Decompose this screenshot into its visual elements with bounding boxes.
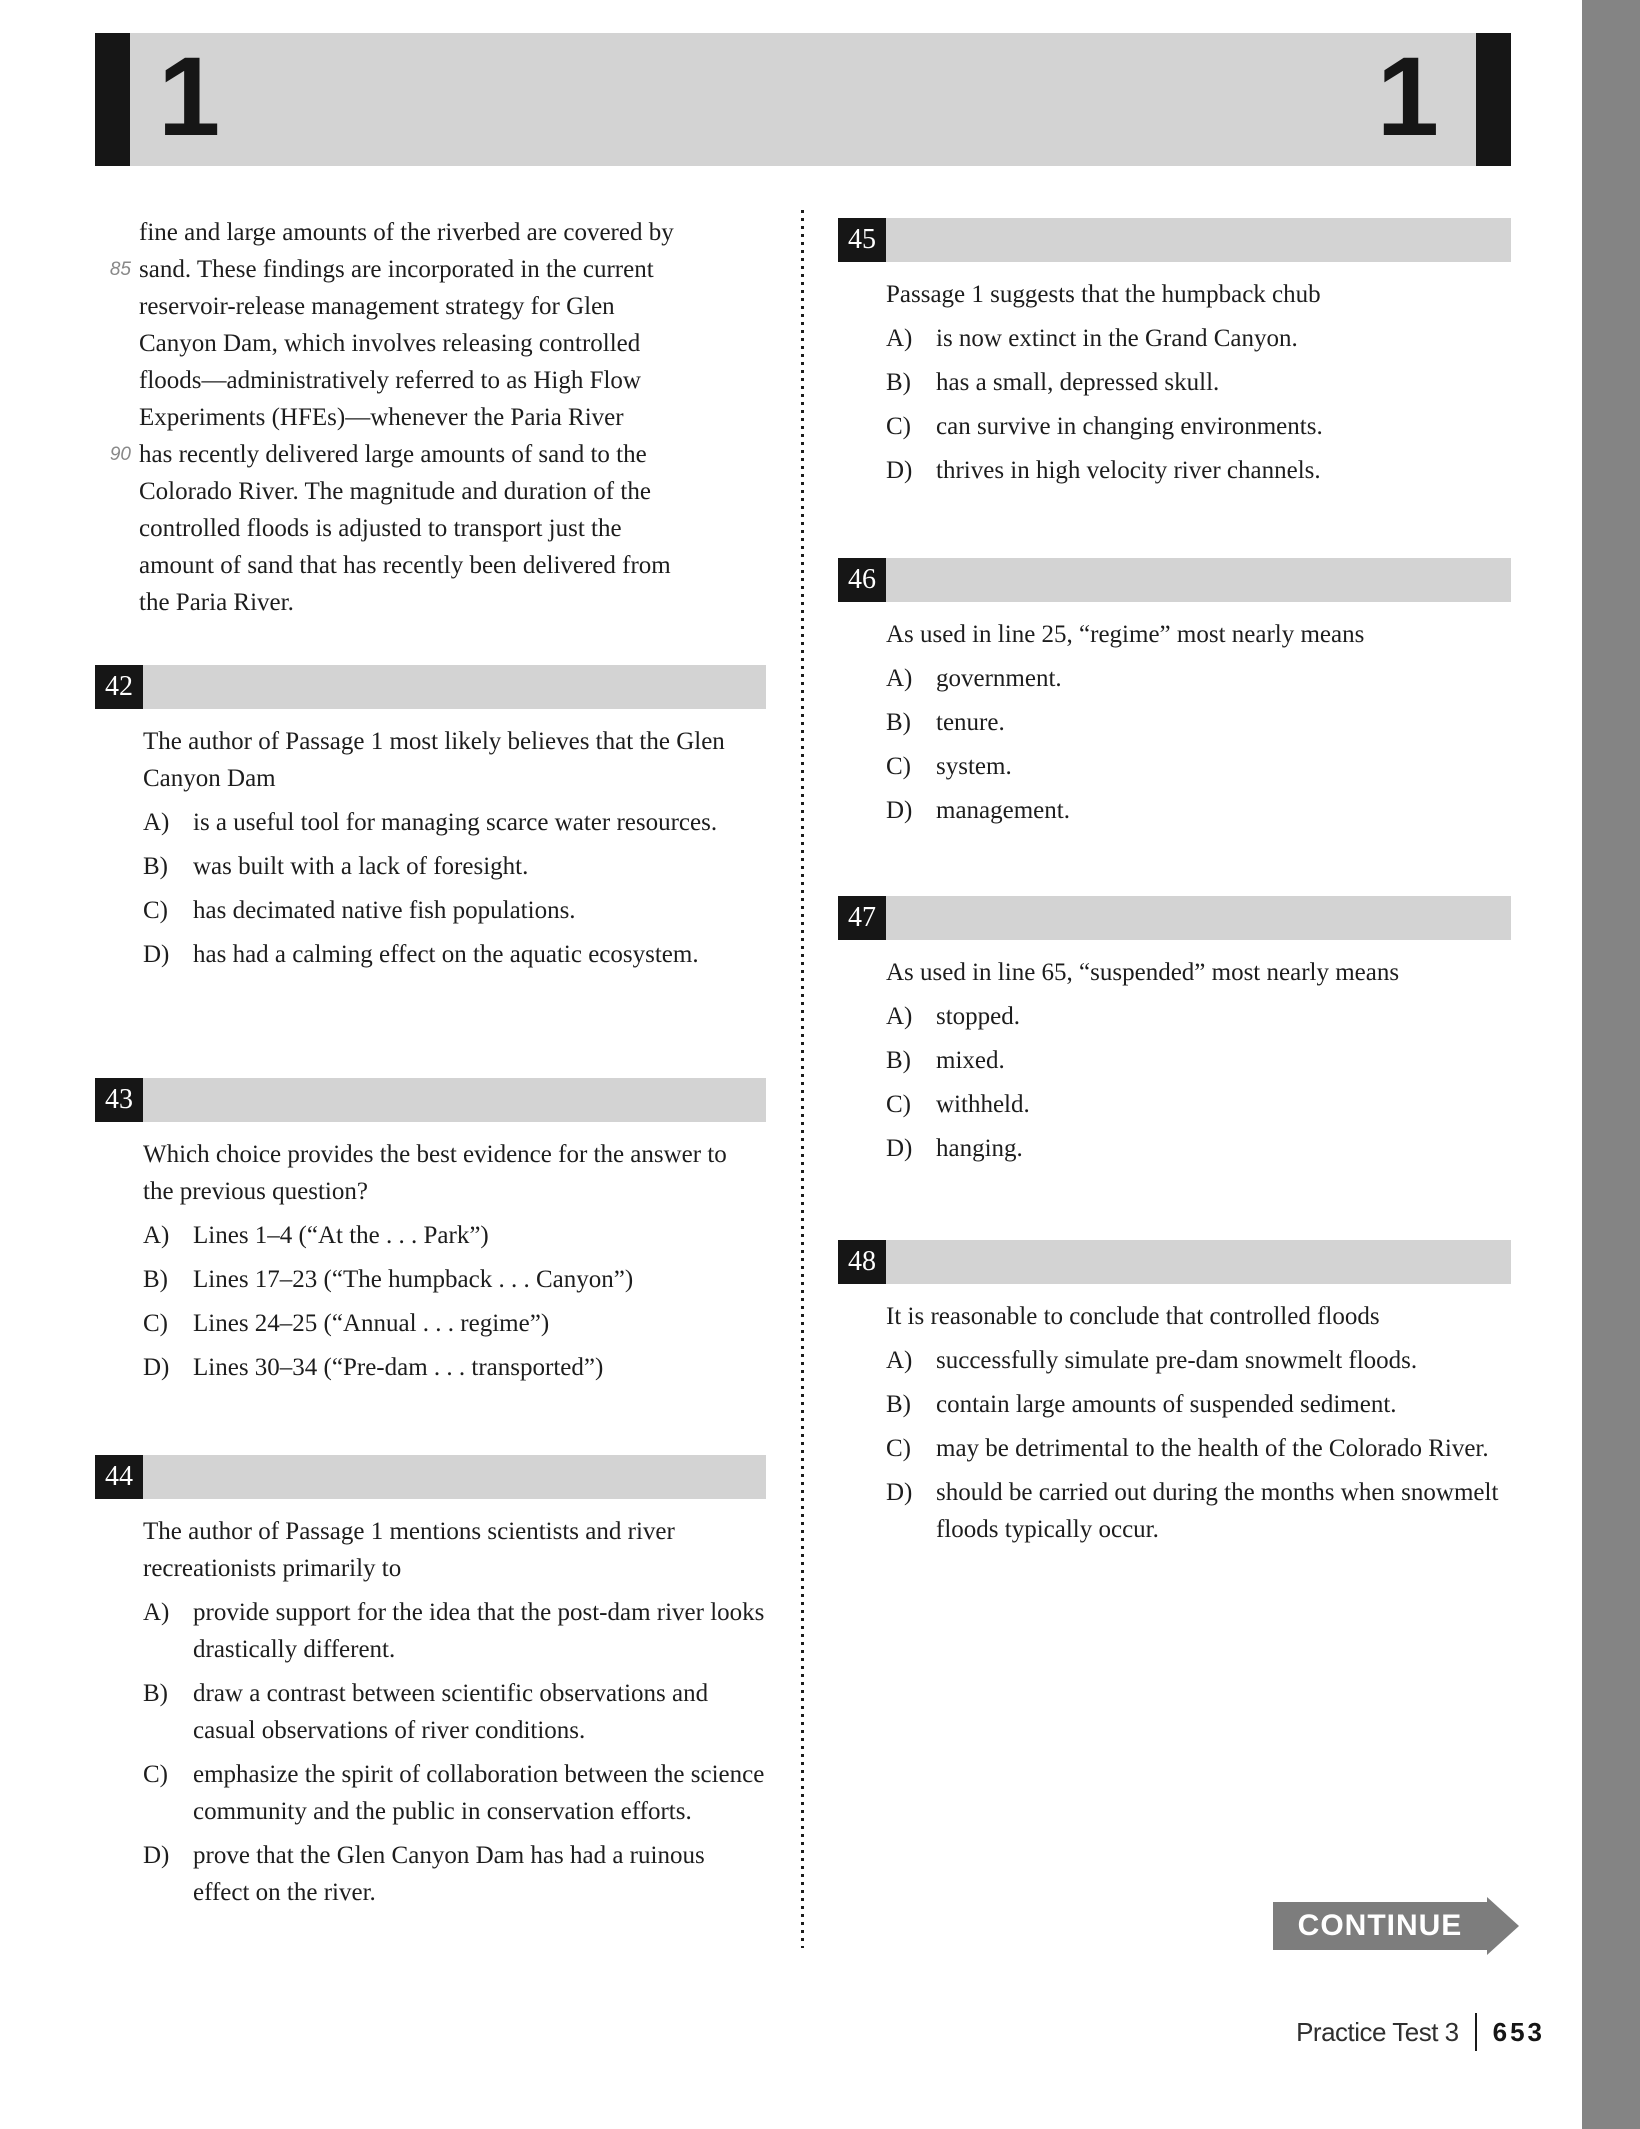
answer-option-c (143, 892, 766, 929)
option-text: is now extinct in the Grand Canyon. (936, 325, 1298, 352)
question-stem: The author of Passage 1 most likely believes that the Glen Canyon Dam (143, 728, 725, 792)
option-letter: C) (886, 1091, 911, 1118)
passage-line (95, 251, 766, 288)
option-letter: B) (143, 1266, 168, 1293)
passage-text: controlled floods is adjusted to transport just the (139, 515, 622, 542)
line-number (95, 325, 131, 362)
question-bar-fill (143, 1078, 766, 1122)
passage-line (95, 510, 766, 547)
answer-option-b (143, 1675, 766, 1749)
question-47 (838, 896, 1511, 1167)
answer-option-b (886, 1042, 1511, 1079)
option-text: emphasize the spirit of collaboration between the science community and the public in conservation efforts. (193, 1761, 765, 1825)
answer-option-b (886, 1386, 1511, 1423)
passage-excerpt (95, 214, 766, 621)
answer-option-a (143, 804, 766, 841)
answer-option-c (886, 748, 1511, 785)
question-bar-fill (143, 1455, 766, 1499)
passage-line (95, 325, 766, 362)
passage-text: sand. These findings are incorporated in the current (139, 256, 654, 283)
answer-option-d (143, 936, 766, 973)
passage-line (95, 473, 766, 510)
option-letter: D) (886, 457, 913, 484)
line-number: 85 (109, 259, 131, 280)
option-text: provide support for the idea that the post-dam river looks drastically different. (193, 1599, 765, 1663)
passage-text: has recently delivered large amounts of sand to the (139, 441, 647, 468)
option-text: has a small, depressed skull. (936, 369, 1220, 396)
question-number-bar (95, 665, 766, 709)
option-text: withheld. (936, 1091, 1030, 1118)
option-letter: C) (886, 1435, 911, 1462)
answer-option-d (143, 1837, 766, 1911)
option-text: Lines 24–25 (“Annual . . . regime”) (193, 1310, 550, 1337)
option-letter: D) (143, 941, 170, 968)
passage-line (95, 399, 766, 436)
option-text: contain large amounts of suspended sediment. (936, 1391, 1397, 1418)
option-letter: A) (886, 665, 913, 692)
question-number-bar (838, 218, 1511, 262)
answer-option-b (886, 364, 1511, 401)
answer-option-d (886, 452, 1511, 489)
question-44 (95, 1455, 766, 1911)
footer-page-number: 653 (1492, 2016, 1545, 2047)
option-text: was built with a lack of foresight. (193, 853, 529, 880)
question-stem: Which choice provides the best evidence for the answer to the previous question? (143, 1141, 727, 1205)
option-text: mixed. (936, 1047, 1005, 1074)
answer-option-d (143, 1349, 766, 1386)
option-letter: D) (886, 1135, 913, 1162)
option-letter: C) (886, 753, 911, 780)
option-letter: B) (886, 1391, 911, 1418)
column-divider-dotted-line (801, 210, 804, 1948)
option-letter: C) (143, 1310, 168, 1337)
option-letter: C) (886, 413, 911, 440)
continue-arrow-tip (1487, 1897, 1519, 1955)
option-letter: D) (143, 1842, 170, 1869)
section-number-right: 1 (1376, 34, 1439, 159)
option-text: has decimated native fish populations. (193, 897, 576, 924)
option-text: has had a calming effect on the aquatic ecosystem. (193, 941, 699, 968)
option-text: may be detrimental to the health of the Colorado River. (936, 1435, 1489, 1462)
answer-option-c (143, 1756, 766, 1830)
question-43 (95, 1078, 766, 1386)
option-text: hanging. (936, 1135, 1023, 1162)
question-number-bar (95, 1078, 766, 1122)
question-stem: As used in line 65, “suspended” most nearly means (886, 959, 1400, 986)
passage-text: reservoir-release management strategy for Glen (139, 293, 615, 320)
answer-option-a (886, 1342, 1511, 1379)
question-number: 45 (838, 218, 886, 262)
answer-option-c (143, 1305, 766, 1342)
answer-option-a (143, 1594, 766, 1668)
question-number: 43 (95, 1078, 143, 1122)
answer-option-a (886, 660, 1511, 697)
option-text: thrives in high velocity river channels. (936, 457, 1321, 484)
question-stem: The author of Passage 1 mentions scientists and river recreationists primarily to (143, 1518, 675, 1582)
question-number: 44 (95, 1455, 143, 1499)
question-number-bar (838, 1240, 1511, 1284)
passage-text: fine and large amounts of the riverbed are covered by (139, 219, 674, 246)
passage-text: Colorado River. The magnitude and duration of the (139, 478, 651, 505)
line-number: 90 (109, 444, 131, 465)
option-text: system. (936, 753, 1012, 780)
line-number (95, 362, 131, 399)
passage-line (95, 288, 766, 325)
question-bar-fill (886, 896, 1511, 940)
line-number (95, 584, 131, 621)
line-number (95, 547, 131, 584)
continue-arrow (1273, 1897, 1519, 1955)
passage-line (95, 362, 766, 399)
passage-line (95, 584, 766, 621)
right-column (838, 0, 1511, 2129)
option-letter: B) (886, 369, 911, 396)
answer-option-d (886, 1130, 1511, 1167)
option-letter: A) (143, 809, 170, 836)
option-text: government. (936, 665, 1062, 692)
option-letter: D) (143, 1354, 170, 1381)
passage-text: Experiments (HFEs)—whenever the Paria River (139, 404, 624, 431)
option-letter: A) (886, 325, 913, 352)
section-number-left: 1 (158, 34, 221, 159)
option-text: should be carried out during the months when snowmelt floods typically occur. (936, 1479, 1499, 1543)
passage-text: Canyon Dam, which involves releasing controlled (139, 330, 641, 357)
option-text: is a useful tool for managing scarce water resources. (193, 809, 718, 836)
option-text: draw a contrast between scientific observations and casual observations of river conditions. (193, 1680, 709, 1744)
option-letter: C) (143, 1761, 168, 1788)
answer-option-c (886, 1430, 1511, 1467)
line-number (95, 214, 131, 251)
answer-option-d (886, 1474, 1511, 1548)
answer-option-a (143, 1217, 766, 1254)
option-letter: B) (886, 709, 911, 736)
option-text: tenure. (936, 709, 1005, 736)
question-bar-fill (886, 218, 1511, 262)
option-text: Lines 1–4 (“At the . . . Park”) (193, 1222, 489, 1249)
question-bar-fill (886, 558, 1511, 602)
question-bar-fill (886, 1240, 1511, 1284)
question-stem: It is reasonable to conclude that controlled floods (886, 1303, 1380, 1330)
option-letter: B) (886, 1047, 911, 1074)
answer-option-b (143, 848, 766, 885)
question-number: 46 (838, 558, 886, 602)
passage-text: floods—administratively referred to as High Flow (139, 367, 641, 394)
passage-line (95, 436, 766, 473)
page-footer (1296, 2012, 1545, 2052)
question-number-bar (838, 896, 1511, 940)
option-letter: A) (143, 1599, 170, 1626)
passage-line (95, 214, 766, 251)
question-stem: As used in line 25, “regime” most nearly means (886, 621, 1365, 648)
option-letter: D) (886, 1479, 913, 1506)
answer-option-d (886, 792, 1511, 829)
option-text: successfully simulate pre-dam snowmelt floods. (936, 1347, 1418, 1374)
left-column (95, 0, 766, 2129)
question-42 (95, 665, 766, 973)
option-letter: B) (143, 853, 168, 880)
passage-line (95, 547, 766, 584)
option-letter: D) (886, 797, 913, 824)
footer-test-label: Practice Test 3 (1296, 2016, 1459, 2047)
continue-label: CONTINUE (1273, 1902, 1487, 1950)
question-bar-fill (143, 665, 766, 709)
option-letter: B) (143, 1680, 168, 1707)
question-45 (838, 218, 1511, 489)
option-letter: A) (143, 1222, 170, 1249)
question-number: 42 (95, 665, 143, 709)
question-number: 47 (838, 896, 886, 940)
question-46 (838, 558, 1511, 829)
question-number-bar (95, 1455, 766, 1499)
line-number (95, 288, 131, 325)
option-text: can survive in changing environments. (936, 413, 1323, 440)
option-letter: A) (886, 1347, 913, 1374)
answer-option-c (886, 408, 1511, 445)
option-letter: A) (886, 1003, 913, 1030)
question-number: 48 (838, 1240, 886, 1284)
option-text: stopped. (936, 1003, 1021, 1030)
option-text: Lines 30–34 (“Pre-dam . . . transported”) (193, 1354, 604, 1381)
answer-option-b (143, 1261, 766, 1298)
line-number (95, 399, 131, 436)
answer-option-b (886, 704, 1511, 741)
footer-divider (1475, 2013, 1477, 2051)
answer-option-a (886, 998, 1511, 1035)
page-edge-strip (1582, 0, 1640, 2129)
option-text: management. (936, 797, 1070, 824)
question-number-bar (838, 558, 1511, 602)
passage-text: amount of sand that has recently been delivered from (139, 552, 671, 579)
option-letter: C) (143, 897, 168, 924)
option-text: Lines 17–23 (“The humpback . . . Canyon”) (193, 1266, 634, 1293)
answer-option-a (886, 320, 1511, 357)
question-stem: Passage 1 suggests that the humpback chub (886, 281, 1321, 308)
passage-text: the Paria River. (139, 589, 294, 616)
option-text: prove that the Glen Canyon Dam has had a ruinous effect on the river. (193, 1842, 705, 1906)
line-number (95, 473, 131, 510)
answer-option-c (886, 1086, 1511, 1123)
question-48 (838, 1240, 1511, 1548)
line-number (95, 510, 131, 547)
